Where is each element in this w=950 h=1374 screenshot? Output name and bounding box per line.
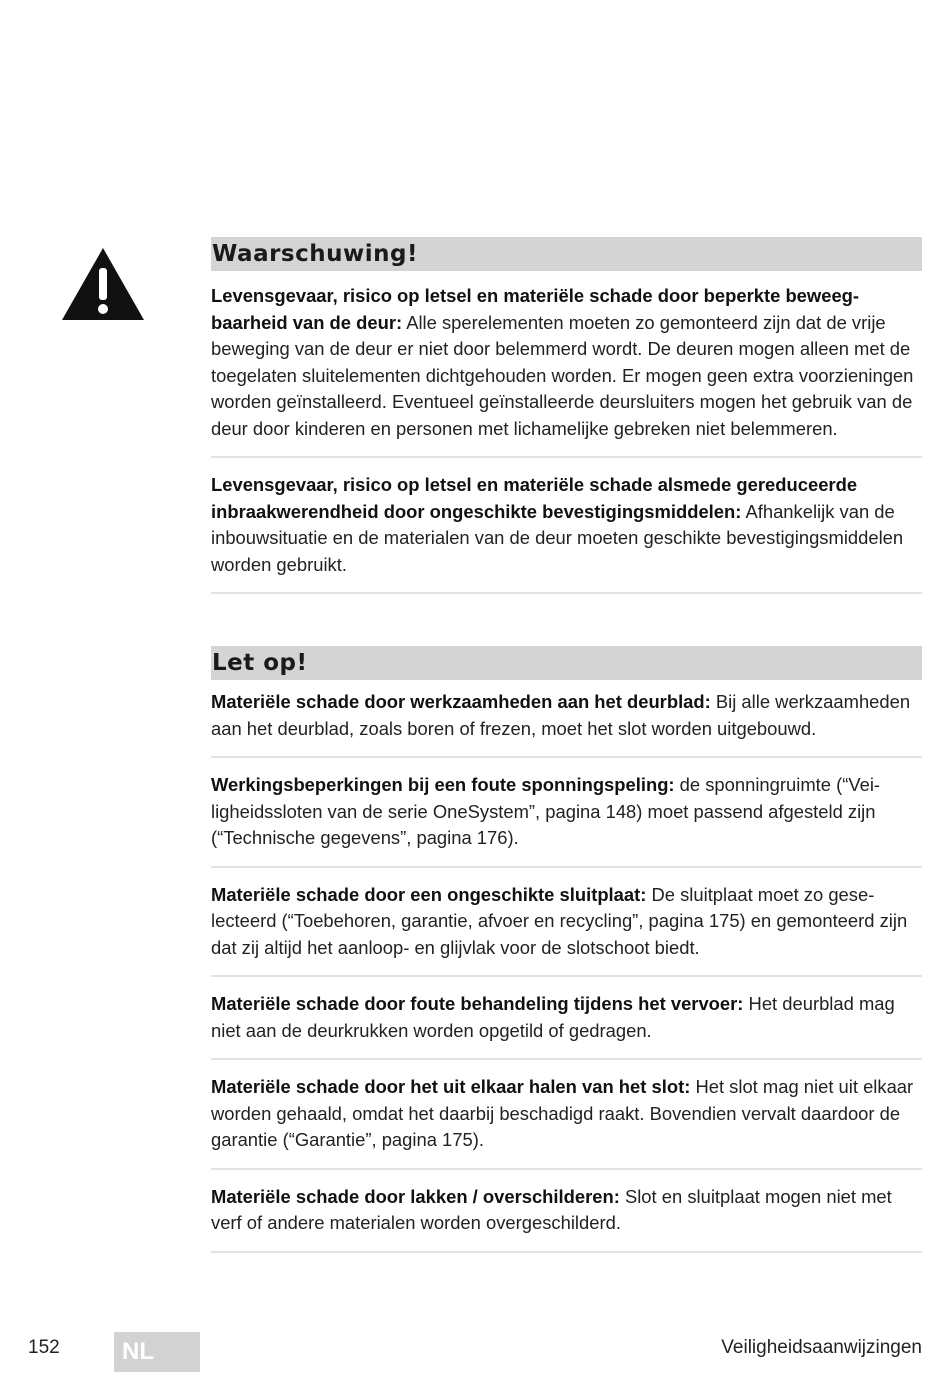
warning-item-text: Afhankelijk van de inbouwsituatie en de materialen van de deur moeten geschikte bevestigingsmiddelen worden gebruikt. — [211, 500, 904, 575]
caution-item — [211, 772, 922, 868]
caution-item-lead: Materiële schade door het uit elkaar halen van het slot: — [211, 1076, 691, 1097]
caution-item-text: Het slot mag niet uit elkaar worden gehaald, omdat het daarbij beschadigd raakt. Bovendien vervalt daardoor de garantie (“Garantie”, pagina 175). — [211, 1076, 914, 1150]
warning-item — [211, 472, 922, 594]
caution-item-lead: Materiële schade door werkzaamheden aan het deurblad: — [211, 691, 711, 712]
warning-heading: Waarschuwing! — [211, 237, 922, 271]
caution-item-lead: Materiële schade door lakken / overschilderen: — [211, 1185, 620, 1207]
caution-item-lead: Werkingsbeperkingen bij een foute sponningspeling: — [211, 774, 675, 795]
footer-section-title: Veiligheidsaanwijzingen — [721, 1337, 922, 1358]
warning-item-text: Alle sperelementen moeten zo gemonteerd zijn dat de vrije beweging van de deur er niet door belemmerd wordt. De deuren mogen alleen met de toegelaten sluitelementen dichtgehouden worden. Er mogen geen extra voorzieningen worden geïnstalleerd. Eventueel geïnstalleerde deursluiters mogen het gebruik van de deur door kinderen en personen met lichamelijke gebreken niet belemmeren. — [211, 311, 914, 439]
warning-item-lead: Levensgevaar, risico op letsel en materiële schade door beperkte beweegbaarheid van de deur: — [211, 285, 860, 333]
caution-item — [211, 1074, 922, 1170]
caution-item-text: De sluitplaat moet zo geselecteerd (“Toebehoren, garantie, afvoer en recycling”, pagina 175) en gemonteerd zijn dat zij altijd het aanloop- en glijvlak voor de slotschoot biedt. — [211, 883, 908, 958]
caution-item-lead: Materiële schade door een ongeschikte sluitplaat: — [211, 883, 647, 905]
page-number: 152 — [28, 1337, 60, 1358]
caution-item — [211, 689, 922, 758]
caution-item-lead: Materiële schade door foute behandeling tijdens het vervoer: — [211, 993, 744, 1014]
caution-section — [211, 646, 922, 1267]
caution-item — [211, 1184, 922, 1253]
caution-item — [211, 991, 922, 1060]
warning-item — [211, 283, 922, 458]
caution-item-text: de sponningruimte (“Veiligheidssloten van de serie OneSystem”, pagina 148) moet passend afgesteld zijn (“Technische gegevens”, pagina 176). — [211, 774, 881, 848]
caution-item-text: Bij alle werkzaamheden aan het deurblad, zoals boren of frezen, moet het slot worden uitgebouwd. — [211, 691, 911, 739]
language-badge: NL — [114, 1332, 200, 1372]
warning-item-lead: Levensgevaar, risico op letsel en materiële schade alsmede gereduceerde inbraakwerendheid door ongeschikte bevestigingsmiddelen: — [211, 474, 858, 522]
caution-item-text: Slot en sluitplaat mogen niet met verf of andere materialen worden overgeschilderd. — [211, 1185, 892, 1233]
caution-item-text: Het deurblad mag niet aan de deurkrukken worden opgetild of gedragen. — [211, 993, 895, 1041]
warning-section — [211, 237, 922, 608]
caution-heading: Let op! — [211, 646, 922, 680]
caution-item — [211, 882, 922, 978]
warning-triangle-icon — [60, 246, 146, 322]
